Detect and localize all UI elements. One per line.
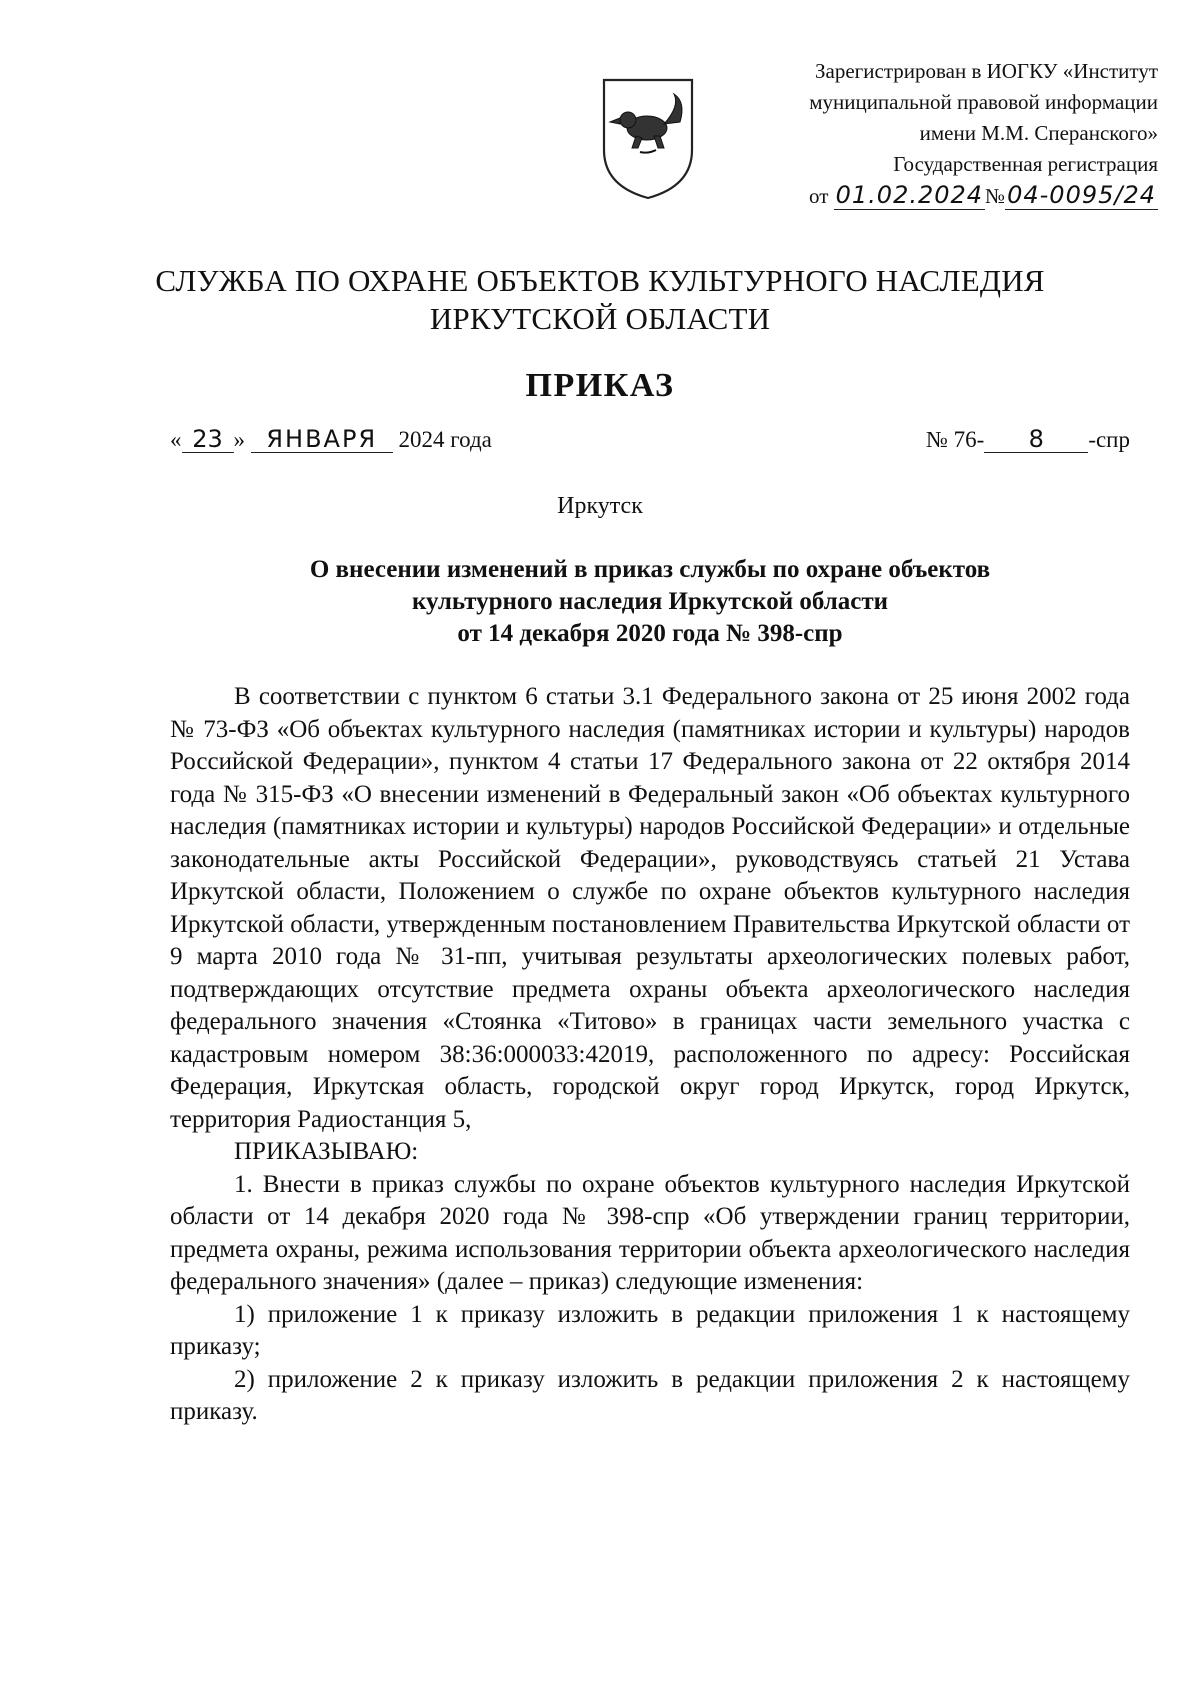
subclause-paragraph: 1) приложение 1 к приказу изложить в редакции приложения 1 к настоящему приказу; <box>170 1300 1130 1360</box>
agency-name <box>0 262 1200 338</box>
order-date <box>170 426 492 453</box>
document-type-title: ПРИКАЗ <box>525 367 675 404</box>
order-body <box>170 681 1130 1429</box>
order-day: 23 <box>182 426 234 453</box>
order-number-suffix: -спр <box>1088 427 1130 452</box>
order-subject <box>170 554 1130 650</box>
close-quote: » <box>233 427 245 452</box>
city-name: Иркутск <box>557 493 643 519</box>
clause-paragraph: 1. Внести в приказ службы по охране объектов культурного наследия Иркутской области от 14 декабря 2020 года № 398-спр «Об утверждении границ территории, предмета охраны, режима использования территории объекта археологического наследия федерального значения» (далее – приказ) следующие изменения: <box>170 1170 1130 1295</box>
subject-line: культурного наследия Иркутской области <box>411 588 889 615</box>
registration-stamp <box>738 56 1158 212</box>
registration-date: 01.02.2024 <box>835 181 984 209</box>
coat-of-arms-emblem <box>600 76 696 202</box>
subject-line: от 14 декабря 2020 года № 398-спр <box>457 620 843 647</box>
subject-line: О внесении изменений в приказ службы по охране объектов <box>309 556 991 583</box>
registration-prefix: от <box>808 184 829 208</box>
preamble-paragraph: В соответствии с пунктом 6 статьи 3.1 Федерального закона от 25 июня 2002 года № 73-ФЗ «Об объектах культурного наследия (памятниках истории и культуры) народов Российской Федерации», пунктом 4 статьи 17 Федерального закона от 22 октября 2014 года № 315-ФЗ «О внесении изменений в Федеральный закон «Об объектах культурного наследия (памятниках истории и культуры) народов Российской Федерации» и отдельные законодательные акты Российской Федерации», руководствуясь статьей 21 Устава Иркутской области, Положением о службе по охране объектов культурного наследия Иркутской области, утвержденным постановлением Правительства Иркутской области от 9 марта 2010 года № 31-пп, учитывая результаты археологических полевых работ, подтверждающих отсутствие предмета охраны объекта археологического наследия федерального значения «Стоянка «Титово» в границах части земельного участка с кадастровым номером 38:36:000033:42019, расположенного по адресу: Российская Федерация, Иркутская область, городской округ город Иркутск, город Иркутск, территория Радиостанция 5, <box>170 683 1130 1133</box>
order-month: ЯНВАРЯ <box>251 426 393 453</box>
order-number-prefix: № 76- <box>925 427 985 452</box>
agency-name-line: СЛУЖБА ПО ОХРАНЕ ОБЪЕКТОВ КУЛЬТУРНОГО НАСЛЕДИЯ <box>155 263 1045 298</box>
order-year: 2024 года <box>398 427 492 452</box>
registration-number-line <box>738 180 1158 212</box>
order-directive: ПРИКАЗЫВАЮ: <box>234 1138 419 1165</box>
registration-line: имени М.М. Сперанского» <box>919 121 1158 145</box>
registration-line: муниципальной правовой информации <box>809 90 1158 114</box>
date-number-row <box>170 426 1130 466</box>
registration-number: 04-0095/24 <box>1007 181 1156 209</box>
open-quote: « <box>170 427 182 452</box>
order-number <box>926 426 1130 453</box>
order-number-value: 8 <box>984 426 1088 453</box>
subclause-paragraph: 2) приложение 2 к приказу изложить в редакции приложения 2 к настоящему приказу. <box>170 1365 1130 1425</box>
registration-number-sign: № <box>985 184 1006 208</box>
agency-name-line: ИРКУТСКОЙ ОБЛАСТИ <box>429 301 771 336</box>
registration-line: Зарегистрирован в ИОГКУ «Институт <box>814 59 1158 83</box>
registration-line: Государственная регистрация <box>893 152 1158 176</box>
